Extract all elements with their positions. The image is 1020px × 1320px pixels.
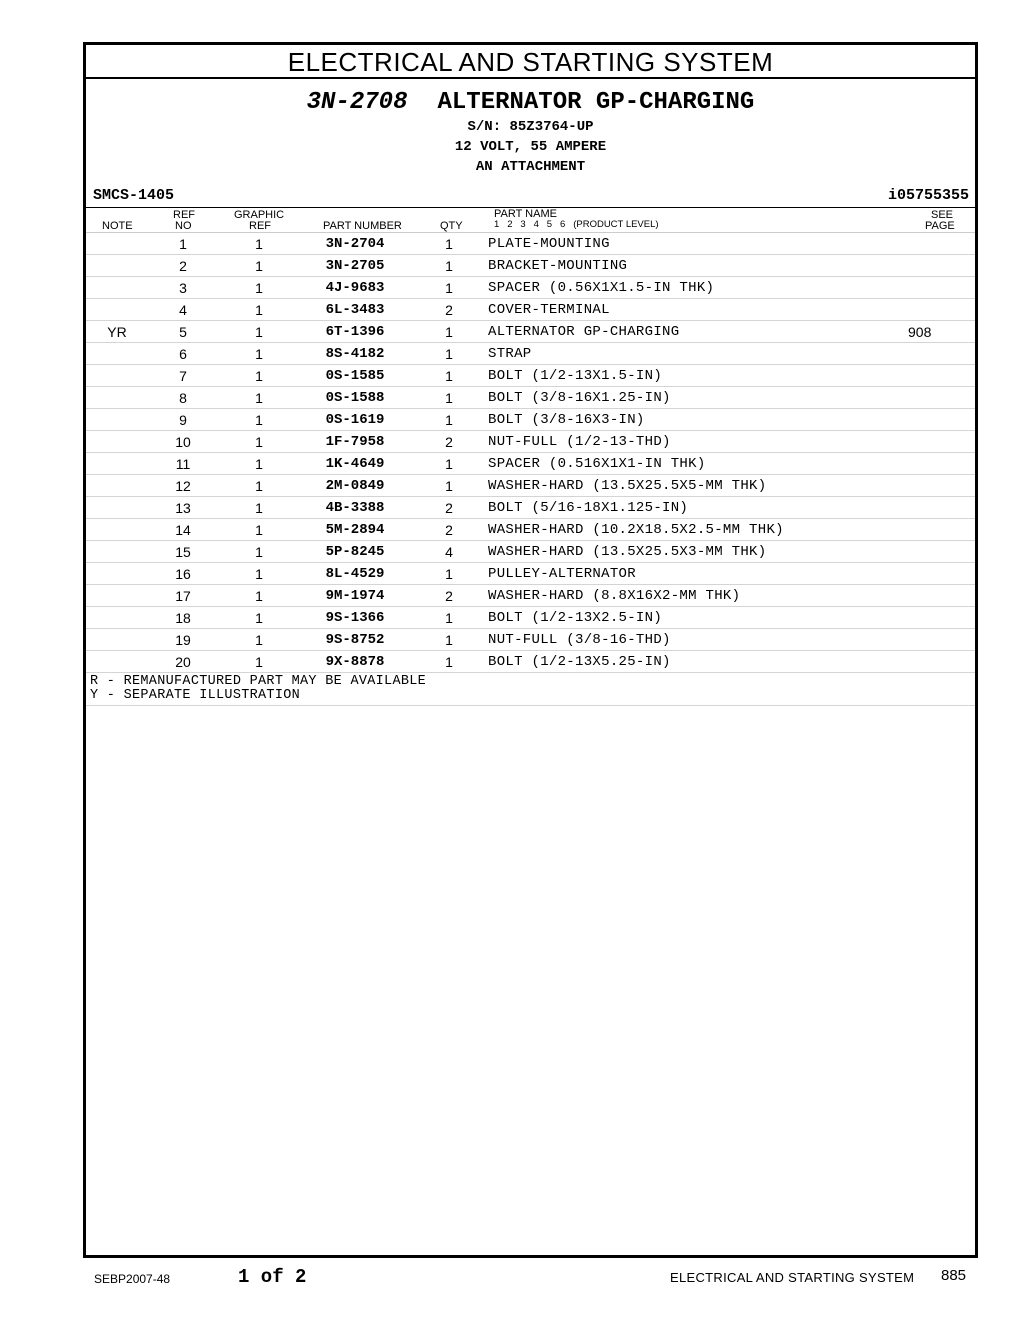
id-row <box>86 187 975 208</box>
graphic-ref-cell: 1 <box>218 277 300 299</box>
ref-number-cell: 4 <box>148 299 218 321</box>
note-cell <box>86 255 148 277</box>
table-row <box>86 277 975 299</box>
table-row <box>86 651 975 673</box>
note-cell <box>86 563 148 585</box>
part-name-cell: WASHER-HARD (10.2X18.5X2.5-MM THK) <box>488 519 908 541</box>
quantity-cell: 1 <box>410 651 488 673</box>
part-name-cell: BRACKET-MOUNTING <box>488 255 908 277</box>
quantity-cell: 2 <box>410 519 488 541</box>
part-name-cell: SPACER (0.56X1X1.5-IN THK) <box>488 277 908 299</box>
see-page-cell <box>908 563 975 585</box>
ref-number-cell: 7 <box>148 365 218 387</box>
see-page-cell <box>908 277 975 299</box>
graphic-ref-cell: 1 <box>218 409 300 431</box>
see-page-cell <box>908 475 975 497</box>
part-name-cell: BOLT (3/8-16X1.25-IN) <box>488 387 908 409</box>
quantity-cell: 1 <box>410 321 488 343</box>
document-number: SEBP2007-48 <box>94 1272 171 1286</box>
parts-table <box>86 233 975 673</box>
group-title <box>86 89 975 117</box>
table-row <box>86 475 975 497</box>
ref-number-cell: 2 <box>148 255 218 277</box>
graphic-ref-cell: 1 <box>218 255 300 277</box>
part-number-cell: 6L-3483 <box>300 299 410 321</box>
ref-number-cell: 13 <box>148 497 218 519</box>
ref-number-cell: 18 <box>148 607 218 629</box>
table-row <box>86 563 975 585</box>
smcs-code: SMCS-1405 <box>93 187 175 204</box>
quantity-cell: 1 <box>410 343 488 365</box>
graphic-ref-cell: 1 <box>218 651 300 673</box>
graphic-ref-cell: 1 <box>218 387 300 409</box>
ref-number-cell: 6 <box>148 343 218 365</box>
part-name-cell: NUT-FULL (3/8-16-THD) <box>488 629 908 651</box>
note-cell <box>86 519 148 541</box>
group-header <box>86 79 975 177</box>
graphic-ref-cell: 1 <box>218 431 300 453</box>
graphic-ref-cell: 1 <box>218 519 300 541</box>
table-row <box>86 607 975 629</box>
part-name-cell: BOLT (1/2-13X1.5-IN) <box>488 365 908 387</box>
ref-number-cell: 16 <box>148 563 218 585</box>
part-number-cell: 0S-1585 <box>300 365 410 387</box>
part-name-cell: PULLEY-ALTERNATOR <box>488 563 908 585</box>
quantity-cell: 1 <box>410 453 488 475</box>
part-name-cell: BOLT (3/8-16X3-IN) <box>488 409 908 431</box>
note-cell <box>86 431 148 453</box>
serial-number: S/N: 85Z3764-UP <box>467 119 594 135</box>
see-page-cell <box>908 651 975 673</box>
ref-number-cell: 9 <box>148 409 218 431</box>
page-footer <box>0 1266 1020 1296</box>
graphic-ref-cell: 1 <box>218 541 300 563</box>
footer-section-title: ELECTRICAL AND STARTING SYSTEM <box>670 1270 915 1285</box>
table-row <box>86 519 975 541</box>
note-cell <box>86 387 148 409</box>
col-ref-top: REF <box>173 209 195 221</box>
see-page-cell <box>908 497 975 519</box>
note-y: Y - SEPARATE ILLUSTRATION <box>90 688 301 703</box>
note-cell <box>86 343 148 365</box>
part-number-cell: 1F-7958 <box>300 431 410 453</box>
note-cell <box>86 629 148 651</box>
note-cell <box>86 585 148 607</box>
quantity-cell: 1 <box>410 365 488 387</box>
ref-number-cell: 20 <box>148 651 218 673</box>
note-cell <box>86 453 148 475</box>
quantity-cell: 2 <box>410 299 488 321</box>
note-cell <box>86 233 148 255</box>
ref-number-cell: 11 <box>148 453 218 475</box>
ref-number-cell: 5 <box>148 321 218 343</box>
graphic-ref-cell: 1 <box>218 497 300 519</box>
graphic-ref-cell: 1 <box>218 607 300 629</box>
quantity-cell: 1 <box>410 409 488 431</box>
note-cell <box>86 365 148 387</box>
table-row <box>86 497 975 519</box>
part-number-cell: 9X-8878 <box>300 651 410 673</box>
table-row <box>86 387 975 409</box>
see-page-cell <box>908 541 975 563</box>
page-number: 885 <box>941 1267 967 1284</box>
part-number-cell: 8S-4182 <box>300 343 410 365</box>
see-page-cell <box>908 299 975 321</box>
group-number: 3N-2708 <box>306 89 408 116</box>
part-name-cell: SPACER (0.516X1X1-IN THK) <box>488 453 908 475</box>
col-note: NOTE <box>102 220 133 232</box>
part-number-cell: 1K-4649 <box>300 453 410 475</box>
table-row <box>86 409 975 431</box>
note-cell: YR <box>86 321 148 343</box>
quantity-cell: 1 <box>410 255 488 277</box>
see-page-cell <box>908 365 975 387</box>
col-product-level: 1 2 3 4 5 6 (PRODUCT LEVEL) <box>494 219 659 230</box>
part-name-cell: NUT-FULL (1/2-13-THD) <box>488 431 908 453</box>
graphic-ref-cell: 1 <box>218 299 300 321</box>
part-number-cell: 9S-1366 <box>300 607 410 629</box>
illustration-id: i05755355 <box>887 187 969 204</box>
ref-number-cell: 19 <box>148 629 218 651</box>
col-part-name: PART NAME <box>494 208 557 220</box>
note-cell <box>86 277 148 299</box>
graphic-ref-cell: 1 <box>218 453 300 475</box>
note-cell <box>86 475 148 497</box>
see-page-cell <box>908 585 975 607</box>
table-row <box>86 255 975 277</box>
ref-number-cell: 1 <box>148 233 218 255</box>
quantity-cell: 4 <box>410 541 488 563</box>
part-name-cell: WASHER-HARD (13.5X25.5X3-MM THK) <box>488 541 908 563</box>
ref-number-cell: 10 <box>148 431 218 453</box>
notes-block <box>86 673 975 706</box>
see-page-cell <box>908 343 975 365</box>
col-see-bottom: PAGE <box>925 220 955 232</box>
table-row <box>86 233 975 255</box>
quantity-cell: 1 <box>410 607 488 629</box>
note-cell <box>86 497 148 519</box>
quantity-cell: 1 <box>410 233 488 255</box>
ref-number-cell: 12 <box>148 475 218 497</box>
graphic-ref-cell: 1 <box>218 343 300 365</box>
table-row <box>86 629 975 651</box>
part-number-cell: 5M-2894 <box>300 519 410 541</box>
col-part-number: PART NUMBER <box>323 220 402 232</box>
part-number-cell: 3N-2705 <box>300 255 410 277</box>
ref-number-cell: 8 <box>148 387 218 409</box>
see-page-cell <box>908 453 975 475</box>
quantity-cell: 1 <box>410 277 488 299</box>
col-see-top: SEE <box>931 209 954 221</box>
graphic-ref-cell: 1 <box>218 629 300 651</box>
note-r: R - REMANUFACTURED PART MAY BE AVAILABLE <box>90 674 427 689</box>
table-row <box>86 343 975 365</box>
graphic-ref-cell: 1 <box>218 321 300 343</box>
table-row <box>86 541 975 563</box>
part-number-cell: 0S-1588 <box>300 387 410 409</box>
part-number-cell: 2M-0849 <box>300 475 410 497</box>
graphic-ref-cell: 1 <box>218 585 300 607</box>
part-number-cell: 3N-2704 <box>300 233 410 255</box>
quantity-cell: 1 <box>410 387 488 409</box>
graphic-ref-cell: 1 <box>218 475 300 497</box>
part-name-cell: PLATE-MOUNTING <box>488 233 908 255</box>
col-ref-bottom: NO <box>175 220 192 232</box>
ref-number-cell: 15 <box>148 541 218 563</box>
ref-number-cell: 3 <box>148 277 218 299</box>
table-row <box>86 299 975 321</box>
attachment-line: AN ATTACHMENT <box>475 159 586 175</box>
quantity-cell: 2 <box>410 431 488 453</box>
col-qty: QTY <box>440 220 463 232</box>
part-name-cell: BOLT (1/2-13X5.25-IN) <box>488 651 908 673</box>
see-page-cell <box>908 607 975 629</box>
part-number-cell: 8L-4529 <box>300 563 410 585</box>
note-cell <box>86 607 148 629</box>
column-headers <box>86 208 975 233</box>
see-page-cell <box>908 519 975 541</box>
graphic-ref-cell: 1 <box>218 233 300 255</box>
col-graphic-bottom: REF <box>249 220 271 232</box>
part-name-cell: ALTERNATOR GP-CHARGING <box>488 321 908 343</box>
see-page-cell <box>908 629 975 651</box>
note-cell <box>86 409 148 431</box>
quantity-cell: 2 <box>410 497 488 519</box>
see-page-cell <box>908 431 975 453</box>
table-row <box>86 365 975 387</box>
note-cell <box>86 299 148 321</box>
part-name-cell: WASHER-HARD (13.5X25.5X5-MM THK) <box>488 475 908 497</box>
see-page-cell <box>908 409 975 431</box>
part-number-cell: 0S-1619 <box>300 409 410 431</box>
table-row <box>86 585 975 607</box>
table-row <box>86 453 975 475</box>
part-number-cell: 4B-3388 <box>300 497 410 519</box>
see-page-cell <box>908 233 975 255</box>
page-frame <box>83 42 978 1258</box>
see-page-cell <box>908 387 975 409</box>
page-count: 1 of 2 <box>238 1266 307 1288</box>
ref-number-cell: 17 <box>148 585 218 607</box>
see-page-cell <box>908 255 975 277</box>
table-row <box>86 321 975 343</box>
part-number-cell: 5P-8245 <box>300 541 410 563</box>
quantity-cell: 1 <box>410 563 488 585</box>
see-page-cell: 908 <box>908 321 975 343</box>
quantity-cell: 2 <box>410 585 488 607</box>
part-name-cell: STRAP <box>488 343 908 365</box>
part-name-cell: COVER-TERMINAL <box>488 299 908 321</box>
part-name-cell: BOLT (1/2-13X2.5-IN) <box>488 607 908 629</box>
spec-line: 12 VOLT, 55 AMPERE <box>454 139 607 155</box>
col-graphic-top: GRAPHIC <box>234 209 285 221</box>
part-name-cell: WASHER-HARD (8.8X16X2-MM THK) <box>488 585 908 607</box>
part-name-cell: BOLT (5/16-18X1.125-IN) <box>488 497 908 519</box>
section-title: ELECTRICAL AND STARTING SYSTEM <box>86 45 975 79</box>
quantity-cell: 1 <box>410 475 488 497</box>
table-row <box>86 431 975 453</box>
part-number-cell: 9M-1974 <box>300 585 410 607</box>
part-number-cell: 4J-9683 <box>300 277 410 299</box>
note-cell <box>86 651 148 673</box>
quantity-cell: 1 <box>410 629 488 651</box>
note-cell <box>86 541 148 563</box>
graphic-ref-cell: 1 <box>218 563 300 585</box>
graphic-ref-cell: 1 <box>218 365 300 387</box>
part-number-cell: 6T-1396 <box>300 321 410 343</box>
group-name: ALTERNATOR GP-CHARGING <box>437 89 755 116</box>
ref-number-cell: 14 <box>148 519 218 541</box>
part-number-cell: 9S-8752 <box>300 629 410 651</box>
